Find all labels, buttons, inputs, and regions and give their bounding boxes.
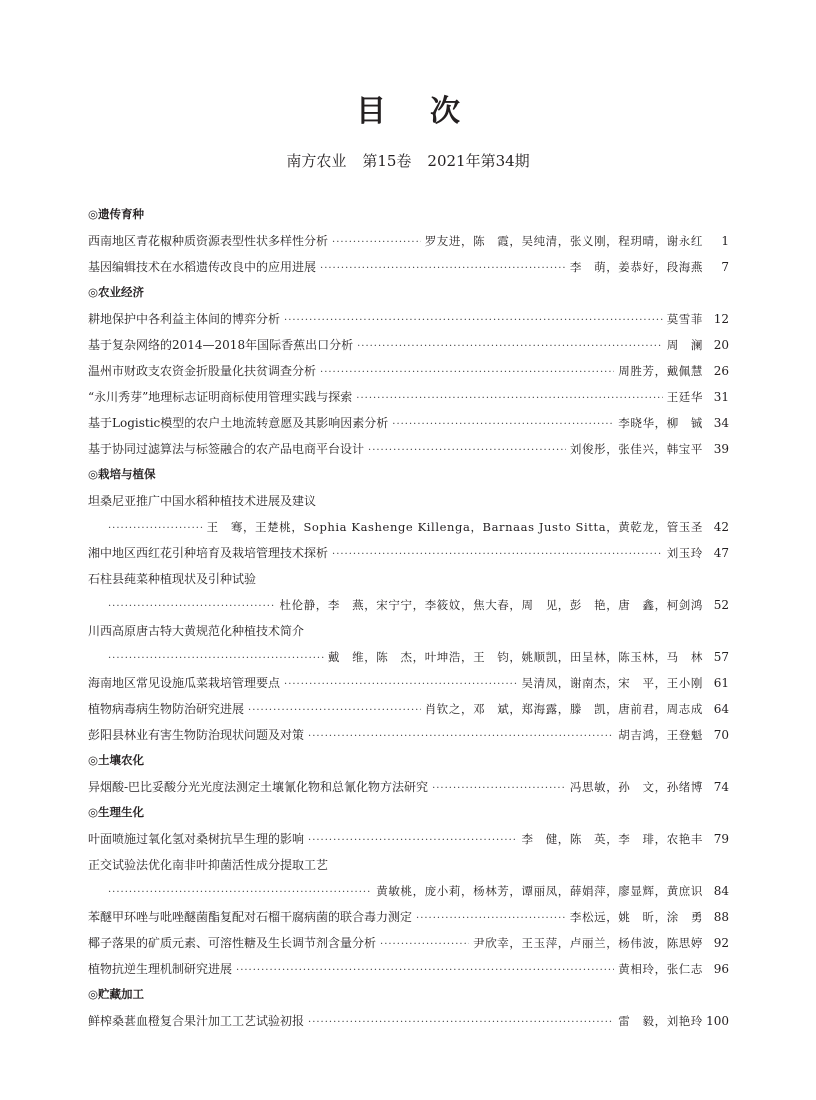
toc-entry[interactable] — [88, 644, 729, 670]
section-header: ◎贮藏加工 — [88, 987, 145, 1001]
toc-entry-page: 47 — [713, 546, 729, 560]
toc-entry[interactable] — [88, 1008, 729, 1034]
leader-dots — [380, 932, 469, 958]
toc-entry[interactable] — [88, 384, 729, 410]
toc-entry-authors: 吴清凤，谢南杰，宋 平，王小刚 — [521, 676, 703, 690]
toc-entry-page: 88 — [713, 910, 729, 924]
toc-entry-page: 84 — [713, 884, 729, 898]
toc-entry-title[interactable]: 叶面喷施过氧化氢对桑树抗旱生理的影响 — [88, 832, 305, 846]
toc-entry-page: 57 — [713, 650, 729, 664]
journal-issue: 2021年第34期 — [427, 152, 530, 170]
toc-entry[interactable] — [88, 410, 729, 436]
toc-entry-page: 100 — [706, 1014, 729, 1028]
section-header: ◎土壤农化 — [88, 753, 145, 767]
toc-entry-page: 12 — [713, 312, 729, 326]
leader-dots — [308, 828, 517, 854]
toc-entry-authors: 冯思敏，孙 文，孙绪博 — [569, 780, 703, 794]
toc-entry-page: 74 — [713, 780, 729, 794]
toc-entry[interactable] — [88, 670, 729, 696]
toc-entry[interactable] — [88, 930, 729, 956]
toc-entry[interactable] — [88, 696, 729, 722]
toc-entry-authors: 肖钦之，邓 斌，郑海露，滕 凯，唐前君，周志成 — [424, 702, 703, 716]
toc-entry-title[interactable]: 异烟酸-巴比妥酸分光光度法测定土壤氰化物和总氰化物方法研究 — [88, 780, 429, 794]
toc-entry-title[interactable]: 湘中地区西红花引种培育及栽培管理技术探析 — [88, 546, 329, 560]
leader-dots — [108, 594, 276, 620]
toc-entry[interactable] — [88, 306, 729, 332]
toc-entry-title[interactable]: 西南地区青花椒种质资源表型性状多样性分析 — [88, 234, 329, 248]
toc-entry-authors: 罗友进，陈 霞，吴纯清，张义刚，程玥晴，谢永红 — [424, 234, 703, 248]
toc-entry-title[interactable]: 温州市财政支农资金折股量化扶贫调查分析 — [88, 364, 317, 378]
toc-entry[interactable] — [88, 358, 729, 384]
toc-entry[interactable] — [88, 540, 729, 566]
toc-entry-title[interactable]: 苯醚甲环唑与吡唑醚菌酯复配对石榴干腐病菌的联合毒力测定 — [88, 910, 413, 924]
toc-entry-authors: 杜伦静，李 燕，宋宁宁，李筱妏，焦大春，周 见，彭 艳，唐 鑫，柯剑鸿 — [279, 598, 703, 612]
toc-entry-authors: 刘玉玲 — [666, 546, 703, 560]
toc-entry-authors: 王 骞，王楚桃，Sophia Kashenge Killenga，Barnaas Justo Sitta，黄乾龙，管玉圣 — [206, 520, 703, 534]
toc-entry-title[interactable]: 基于Logistic模型的农户土地流转意愿及其影响因素分析 — [88, 416, 389, 430]
toc-entry[interactable] — [88, 774, 729, 800]
leader-dots — [108, 646, 324, 672]
toc-entry-page: 92 — [713, 936, 729, 950]
leader-dots — [320, 256, 566, 282]
toc-entry-title[interactable]: 鲜榨桑葚血橙复合果汁加工工艺试验初报 — [88, 1014, 305, 1028]
toc-entry-title[interactable]: 植物病毒病生物防治研究进展 — [88, 702, 245, 716]
toc-entry-title[interactable]: 耕地保护中各利益主体间的博弈分析 — [88, 312, 281, 326]
leader-dots — [432, 776, 566, 802]
leader-dots — [284, 672, 517, 698]
table-of-contents — [88, 202, 729, 1034]
toc-entry-page: 79 — [713, 832, 729, 846]
toc-entry-title[interactable]: 川西高原唐古特大黄规范化种植技术简介 — [88, 624, 305, 638]
toc-entry-page: 52 — [713, 598, 729, 612]
toc-entry-authors: 周胜芳，戴佩慧 — [618, 364, 703, 378]
toc-entry-authors: 雷 毅，刘艳玲 — [618, 1014, 703, 1028]
toc-entry[interactable] — [88, 514, 729, 540]
toc-entry-page: 34 — [713, 416, 729, 430]
leader-dots — [236, 958, 614, 984]
title-char-1: 目 — [356, 94, 386, 129]
toc-entry-authors: 胡吉鸿，王登魁 — [618, 728, 703, 742]
toc-entry-page: 20 — [713, 338, 729, 352]
page-title — [0, 86, 816, 130]
section-header: ◎农业经济 — [88, 285, 145, 299]
journal-volume: 第15卷 — [362, 152, 412, 170]
leader-dots — [308, 724, 614, 750]
toc-entry-authors: 尹欣幸，王玉萍，卢丽兰，杨伟波，陈思婷 — [473, 936, 703, 950]
leader-dots — [368, 438, 566, 464]
toc-entry-authors: 戴 维，陈 杰，叶坤浩，王 钧，姚顺凯，田呈林，陈玉林，马 林 — [327, 650, 703, 664]
leader-dots — [320, 360, 614, 386]
leader-dots — [108, 516, 203, 542]
toc-entry-title[interactable]: 植物抗逆生理机制研究进展 — [88, 962, 233, 976]
journal-name: 南方农业 — [286, 152, 347, 170]
toc-entry-authors: 莫雪菲 — [666, 312, 703, 326]
section-header: ◎生理生化 — [88, 805, 145, 819]
leader-dots — [356, 386, 662, 412]
toc-entry-title[interactable]: 正交试验法优化南非叶抑菌活性成分提取工艺 — [88, 858, 329, 872]
toc-entry-authors: 李 萌，姜恭好，段海燕 — [569, 260, 703, 274]
toc-entry[interactable] — [88, 956, 729, 982]
leader-dots — [392, 412, 614, 438]
section-header: ◎遗传育种 — [88, 207, 145, 221]
leader-dots — [108, 880, 372, 906]
leader-dots — [284, 308, 663, 334]
toc-entry-title[interactable]: 石柱县莼菜种植现状及引种试验 — [88, 572, 257, 586]
toc-entry-title[interactable]: 基于复杂网络的2014—2018年国际香蕉出口分析 — [88, 338, 354, 352]
toc-entry-authors: 刘俊彤，张佳兴，韩宝平 — [569, 442, 703, 456]
title-char-2: 次 — [430, 94, 460, 129]
toc-entry[interactable] — [88, 826, 729, 852]
toc-entry-title[interactable]: 椰子落果的矿质元素、可溶性糖及生长调节剂含量分析 — [88, 936, 377, 950]
toc-entry-title[interactable]: 海南地区常见设施瓜菜栽培管理要点 — [88, 676, 281, 690]
toc-entry[interactable] — [88, 254, 729, 280]
toc-entry-authors: 李松远，姚 昕，涂 勇 — [569, 910, 703, 924]
toc-entry-page: 61 — [713, 676, 729, 690]
toc-entry-authors: 王廷华 — [666, 390, 703, 404]
toc-entry[interactable] — [88, 228, 729, 254]
toc-entry-title[interactable]: “永川秀芽”地理标志证明商标使用管理实践与探索 — [88, 390, 353, 404]
leader-dots — [332, 230, 421, 256]
toc-entry-authors: 黄敏桃，庞小莉，杨林芳，谭丽凤，薛娟萍，廖显辉，黄庶识 — [376, 884, 703, 898]
toc-entry-title[interactable]: 基于协同过滤算法与标签融合的农产品电商平台设计 — [88, 442, 365, 456]
toc-entry[interactable] — [88, 436, 729, 462]
toc-entry-page: 64 — [713, 702, 729, 716]
toc-entry-page: 31 — [713, 390, 729, 404]
toc-entry[interactable] — [88, 592, 729, 618]
toc-entry-title[interactable]: 基因编辑技术在水稻遗传改良中的应用进展 — [88, 260, 317, 274]
toc-entry-page: 7 — [721, 260, 729, 274]
toc-entry-page: 70 — [713, 728, 729, 742]
toc-entry-page: 1 — [721, 234, 729, 248]
toc-entry-authors: 李晓华，柳 铖 — [618, 416, 703, 430]
toc-entry[interactable] — [88, 904, 729, 930]
toc-entry[interactable] — [88, 722, 729, 748]
toc-entry-authors: 李 健，陈 英，李 琲，农艳丰 — [521, 832, 703, 846]
toc-entry[interactable] — [88, 332, 729, 358]
toc-entry-page: 42 — [713, 520, 729, 534]
section-header: ◎栽培与植保 — [88, 467, 156, 481]
leader-dots — [357, 334, 663, 360]
toc-entry[interactable] — [88, 878, 729, 904]
leader-dots — [332, 542, 663, 568]
toc-entry-page: 96 — [713, 962, 729, 976]
journal-info — [0, 150, 816, 171]
toc-entry-title[interactable]: 坦桑尼亚推广中国水稻种植技术进展及建议 — [88, 494, 317, 508]
toc-entry-authors: 黄相玲，张仁志 — [618, 962, 703, 976]
leader-dots — [416, 906, 566, 932]
toc-entry-page: 26 — [713, 364, 729, 378]
toc-entry-authors: 周 澜 — [666, 338, 703, 352]
leader-dots — [308, 1010, 614, 1036]
toc-entry-title[interactable]: 彭阳县林业有害生物防治现状问题及对策 — [88, 728, 305, 742]
toc-entry-page: 39 — [713, 442, 729, 456]
leader-dots — [248, 698, 421, 724]
